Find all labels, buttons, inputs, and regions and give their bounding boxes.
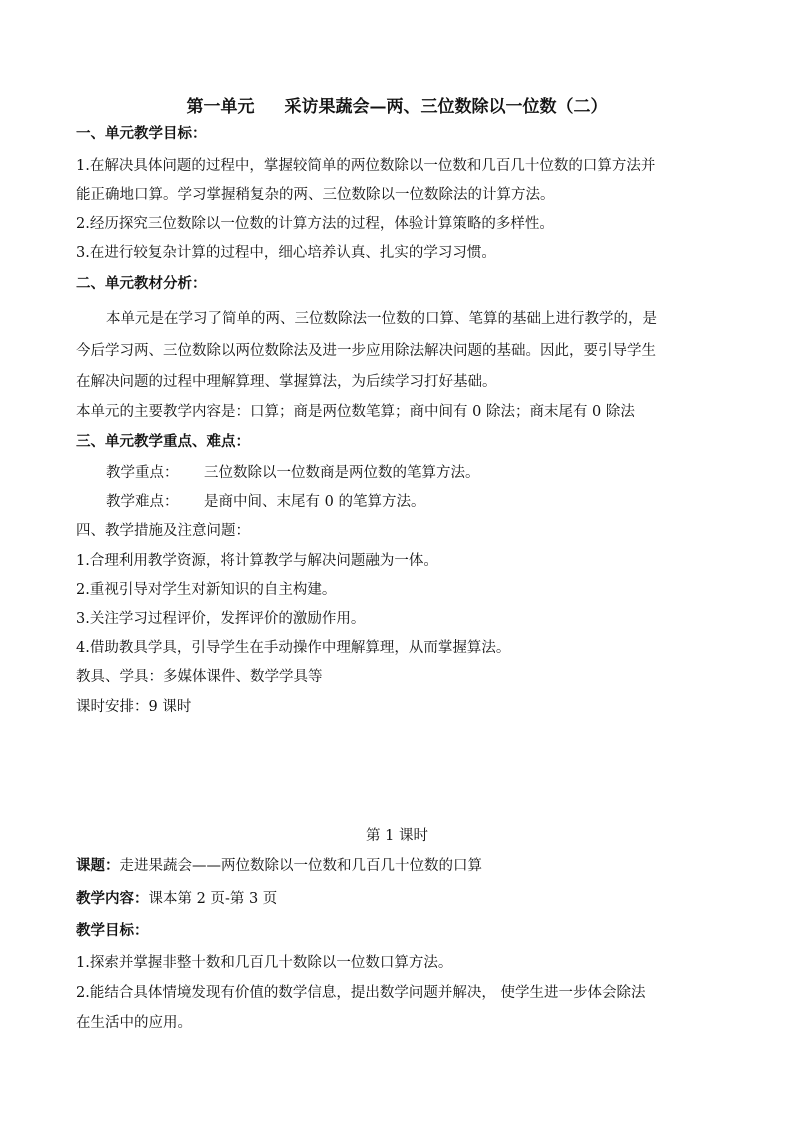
measure3: 3.关注学习过程评价，发挥评价的激励作用。 — [76, 611, 366, 627]
lesson-goal2-line1: 2.能结合具体情境发现有价值的数学信息，提出数学问题并解决， 使学生进一步体会除法 — [76, 985, 646, 1001]
measure4: 4.借助教具学具，引导学生在手动操作中理解算理，从而掌握算法。 — [76, 640, 511, 656]
difficulty-text: 是商中间、末尾有 0 的笔算方法。 — [204, 494, 426, 510]
unit-title — [0, 92, 794, 117]
lesson-content-text: 课本第 2 页-第 3 页 — [148, 891, 278, 907]
lesson-goal1: 1.探索并掌握非整十数和几百几十数除以一位数口算方法。 — [76, 955, 453, 971]
tools: 教具、学具：多媒体课件、数学学具等 — [76, 669, 323, 685]
analysis-line2: 今后学习两、三位数除以两位数除法及进一步应用除法解决问题的基础。因此，要引导学生 — [76, 343, 656, 359]
goal1-line2: 能正确地口算。学习掌握稍复杂的两、三位数除以一位数除法的计算方法。 — [76, 187, 555, 203]
lesson-heading: 第 1 课时 — [366, 828, 428, 844]
key-point — [76, 463, 726, 483]
difficulty — [76, 492, 726, 512]
unit-title-topic: 采访果蔬会—两、三位数除以一位数（二） — [284, 97, 608, 117]
lesson-content-label: 教学内容： — [76, 890, 149, 907]
difficulty-label: 教学难点： — [106, 494, 179, 510]
lesson-goal2-line2: 在生活中的应用。 — [76, 1015, 192, 1031]
section3-heading: 三、单元教学重点、难点： — [76, 433, 250, 450]
lesson-topic-text: 走进果蔬会——两位数除以一位数和几百几十位数的口算 — [119, 858, 482, 874]
goal3: 3.在进行较复杂计算的过程中，细心培养认真、扎实的学习习惯。 — [76, 245, 496, 261]
measure2: 2.重视引导对学生对新知识的自主构建。 — [76, 582, 337, 598]
goal2: 2.经历探究三位数除以一位数的计算方法的过程，体验计算策略的多样性。 — [76, 216, 554, 232]
section4-heading: 四、教学措施及注意问题： — [76, 523, 250, 539]
unit-title-number: 第一单元 — [186, 97, 255, 117]
schedule: 课时安排：9 课时 — [76, 699, 192, 715]
goal1-line1: 1.在解决具体问题的过程中，掌握较简单的两位数除以一位数和几百几十位数的口算方法并 — [76, 158, 656, 174]
lesson-topic-label: 课题： — [76, 857, 120, 874]
key-point-label: 教学重点： — [106, 465, 179, 481]
lesson-goals-heading: 教学目标： — [76, 922, 149, 939]
section2-heading: 二、单元教材分析： — [76, 275, 207, 292]
analysis-line1: 本单元是在学习了简单的两、三位数除法一位数的口算、笔算的基础上进行教学的，是 — [106, 311, 657, 327]
analysis-line3: 在解决问题的过程中理解算理、掌握算法，为后续学习打好基础。 — [76, 374, 497, 390]
section1-heading: 一、单元教学目标： — [76, 125, 207, 142]
key-point-text: 三位数除以一位数商是两位数的笔算方法。 — [204, 465, 480, 481]
lesson-topic — [76, 856, 726, 876]
measure1: 1.合理利用教学资源，将计算教学与解决问题融为一体。 — [76, 553, 438, 569]
lesson-content — [76, 889, 726, 909]
main-content: 本单元的主要教学内容是：口算；商是两位数笔算；商中间有 0 除法；商末尾有 0 除法 — [76, 404, 635, 420]
